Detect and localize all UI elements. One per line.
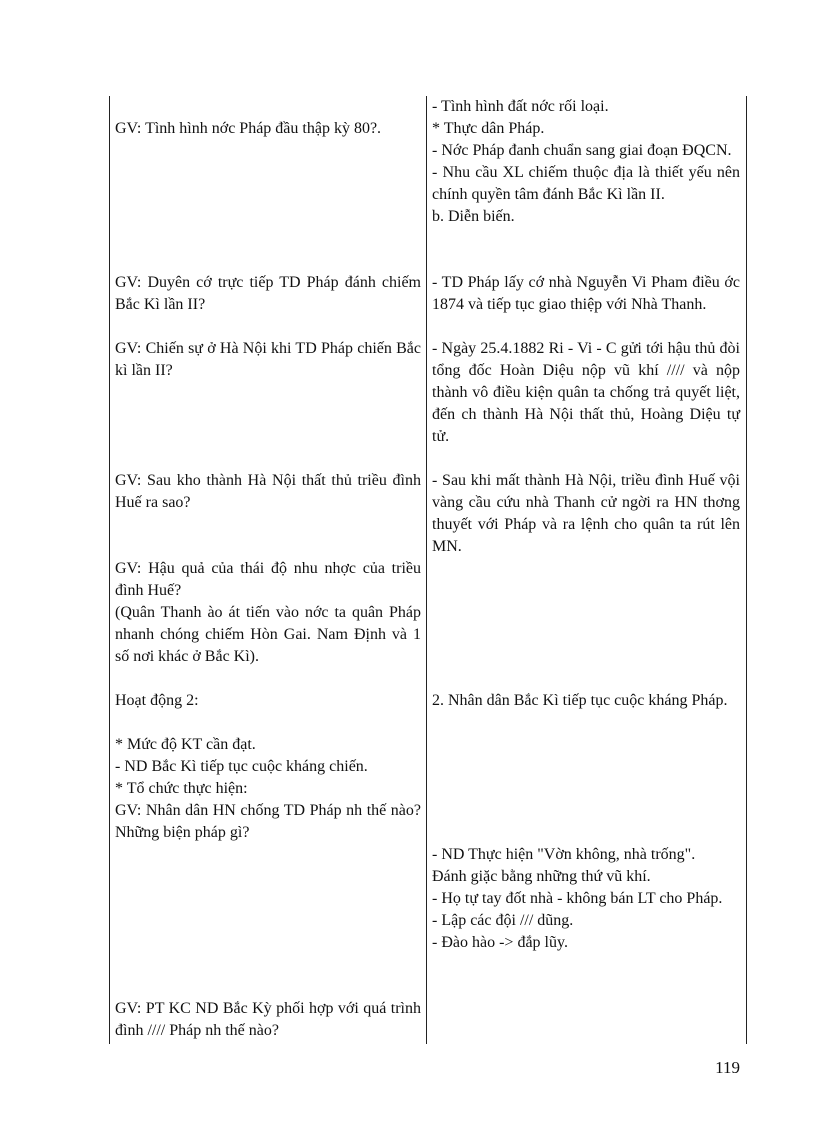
- table-border-right: [746, 96, 747, 1044]
- teacher-question: GV: Chiến sự ở Hà Nội khi TD Pháp chiến Bắc kì lần II?: [115, 340, 421, 379]
- teacher-question: GV: Sau kho thành Hà Nội thất thủ triều đình Huế ra sao?: [115, 472, 421, 511]
- answer-block: - TD Pháp lấy cớ nhà Nguyễn Vi Pham điều ớc 1874 và tiếp tục giao thiệp với Nhà Thanh.: [432, 274, 740, 313]
- table-border-middle: [426, 96, 427, 1044]
- table-border-left: [109, 96, 110, 1044]
- answer-block: - ND Thực hiện "Vờn không, nhà trống". Đánh giặc bằng những thứ vũ khí. - Họ tự tay đốt nhà - không bán LT cho Pháp. - Lập các đội /// dũng. - Đào hào -> đắp lũy.: [432, 846, 723, 951]
- answer-block: - Ngày 25.4.1882 Ri - Vi - C gửi tới hậu thủ đòi tổng đốc Hoàn Diệu nộp vũ khí //// và nộp thành vô điều kiện quân ta chống trả quyết liệt, đến ch thành Hà Nội thất thủ, Hoàng Diệu tự tử.: [432, 340, 740, 445]
- answer-block: - Tình hình đất nớc rối loại. * Thực dân Pháp. - Nớc Pháp đanh chuẩn sang giai đoạn ĐQCN. - Nhu cầu XL chiếm thuộc địa là thiết yếu nên chính quyền tâm đánh Bắc Kì lần II. b. Diễn biến.: [432, 98, 740, 225]
- teacher-question: GV: Tình hình nớc Pháp đầu thập kỳ 80?.: [115, 120, 382, 137]
- section-heading: 2. Nhân dân Bắc Kì tiếp tục cuộc kháng Pháp.: [432, 692, 728, 709]
- answer-block: - Sau khi mất thành Hà Nội, triều đình Huế vội vàng cầu cứu nhà Thanh cử ngời ra HN thơng thuyết với Pháp và ra lệnh cho quân ta rút lên MN.: [432, 472, 740, 555]
- activity-block: Hoạt động 2: * Mức độ KT cần đạt. - ND Bắc Kì tiếp tục cuộc kháng chiến. * Tổ chức thực hiện: GV: Nhân dân HN chống TD Pháp nh thế nào? Những biện pháp gì?: [115, 692, 421, 841]
- page-number: 119: [715, 1058, 740, 1077]
- teacher-question: GV: PT KC ND Bắc Kỳ phối hợp với quá trình đình //// Pháp nh thế nào?: [115, 1000, 421, 1039]
- teacher-question: GV: Duyên cớ trực tiếp TD Pháp đánh chiếm Bắc Kì lần II?: [115, 274, 421, 313]
- teacher-question: GV: Hậu quả của thái độ nhu nhợc của triều đình Huế? (Quân Thanh ào át tiến vào nớc ta quân Pháp nhanh chóng chiếm Hòn Gai. Nam Định và 1 số nơi khác ở Bắc Kì).: [115, 560, 421, 665]
